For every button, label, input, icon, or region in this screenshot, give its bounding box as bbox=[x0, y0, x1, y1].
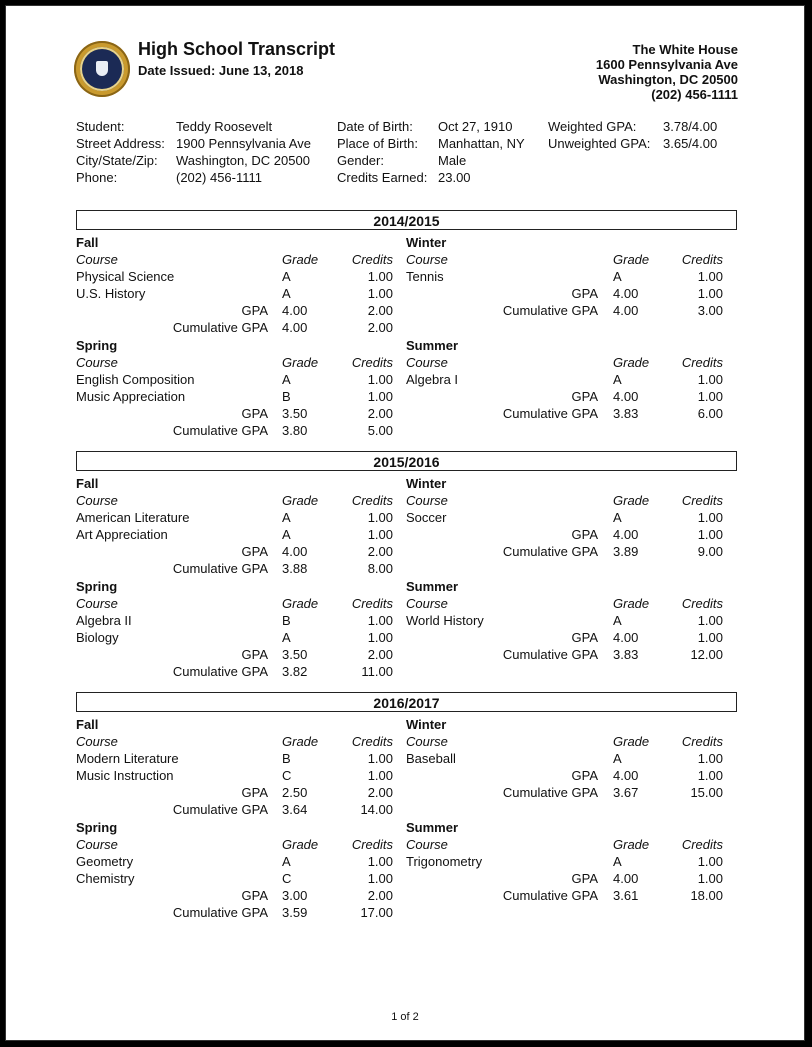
term-gpa-credits: 1.00 bbox=[697, 630, 723, 645]
school-name: The White House bbox=[632, 42, 738, 57]
course-column-header: Course bbox=[406, 355, 448, 370]
course-column-header: Course bbox=[406, 596, 448, 611]
course-name: Baseball bbox=[406, 751, 456, 766]
course-grade: A bbox=[282, 372, 291, 387]
course-credits: 1.00 bbox=[367, 768, 393, 783]
cumulative-gpa-label: Cumulative GPA bbox=[502, 303, 598, 318]
cumulative-gpa-label: Cumulative GPA bbox=[502, 785, 598, 800]
course-credits: 1.00 bbox=[697, 269, 723, 284]
term-gpa-label: GPA bbox=[571, 527, 598, 542]
term-name: Spring bbox=[76, 338, 118, 353]
course-credits: 1.00 bbox=[697, 510, 723, 525]
grade-column-header: Grade bbox=[613, 252, 650, 267]
course-credits: 1.00 bbox=[367, 751, 393, 766]
course-name: Biology bbox=[76, 630, 119, 645]
weighted-gpa: 3.78/4.00 bbox=[663, 119, 718, 134]
course-column-header: Course bbox=[76, 734, 118, 749]
term-gpa: 4.00 bbox=[613, 768, 639, 783]
cumulative-gpa-label: Cumulative GPA bbox=[172, 561, 268, 576]
cumulative-credits: 11.00 bbox=[361, 664, 393, 679]
term-gpa: 4.00 bbox=[613, 389, 639, 404]
course-grade: A bbox=[282, 854, 291, 869]
year-header: 2014/2015 bbox=[76, 210, 737, 230]
student-city: Washington, DC 20500 bbox=[176, 153, 310, 168]
course-column-header: Course bbox=[76, 252, 118, 267]
credits-column-header: Credits bbox=[351, 734, 393, 749]
course-column-header: Course bbox=[76, 596, 118, 611]
cumulative-gpa: 3.67 bbox=[613, 785, 639, 800]
cumulative-gpa: 3.88 bbox=[282, 561, 308, 576]
cumulative-credits: 18.00 bbox=[690, 888, 723, 903]
grade-column-header: Grade bbox=[613, 734, 650, 749]
course-credits: 1.00 bbox=[697, 613, 723, 628]
term-gpa-credits: 1.00 bbox=[697, 389, 723, 404]
term-gpa-label: GPA bbox=[571, 871, 598, 886]
cumulative-credits: 14.00 bbox=[360, 802, 393, 817]
credits-column-header: Credits bbox=[681, 837, 723, 852]
year-header: 2016/2017 bbox=[76, 692, 737, 712]
course-grade: A bbox=[613, 510, 622, 525]
course-column-header: Course bbox=[406, 252, 448, 267]
cumulative-gpa: 4.00 bbox=[282, 320, 308, 335]
course-grade: A bbox=[282, 269, 291, 284]
course-name: Algebra I bbox=[406, 372, 459, 387]
course-credits: 1.00 bbox=[367, 527, 393, 542]
presidential-seal-icon bbox=[74, 41, 130, 97]
cumulative-gpa: 3.80 bbox=[282, 423, 308, 438]
course-grade: A bbox=[613, 613, 622, 628]
course-name: American Literature bbox=[76, 510, 190, 525]
term-gpa-label: GPA bbox=[241, 647, 268, 662]
credits-column-header: Credits bbox=[351, 252, 393, 267]
course-grade: A bbox=[282, 527, 291, 542]
course-credits: 1.00 bbox=[367, 871, 393, 886]
course-credits: 1.00 bbox=[367, 269, 393, 284]
cumulative-gpa-label: Cumulative GPA bbox=[502, 406, 598, 421]
student-street: 1900 Pennsylvania Ave bbox=[176, 136, 311, 151]
course-grade: B bbox=[282, 751, 291, 766]
credits-column-header: Credits bbox=[351, 493, 393, 508]
course-name: English Composition bbox=[76, 372, 195, 387]
term-name: Winter bbox=[406, 476, 447, 491]
term-gpa: 3.00 bbox=[282, 888, 308, 903]
term-gpa: 4.00 bbox=[613, 286, 639, 301]
course-name: Geometry bbox=[76, 854, 134, 869]
cumulative-credits: 9.00 bbox=[697, 544, 723, 559]
term-name: Summer bbox=[406, 820, 459, 835]
credits-column-header: Credits bbox=[681, 493, 723, 508]
grade-column-header: Grade bbox=[282, 493, 319, 508]
school-city: Washington, DC 20500 bbox=[598, 72, 738, 87]
term-name: Summer bbox=[406, 579, 459, 594]
cumulative-gpa-label: Cumulative GPA bbox=[172, 664, 268, 679]
city-label: City/State/Zip: bbox=[76, 153, 158, 168]
course-name: Chemistry bbox=[76, 871, 135, 886]
unweighted-gpa-label: Unweighted GPA: bbox=[548, 136, 651, 151]
grade-column-header: Grade bbox=[613, 596, 650, 611]
term-gpa: 3.50 bbox=[282, 647, 308, 662]
cumulative-gpa: 3.89 bbox=[613, 544, 639, 559]
course-grade: A bbox=[613, 372, 622, 387]
term-gpa-credits: 2.00 bbox=[367, 544, 393, 559]
term-name: Winter bbox=[406, 235, 447, 250]
term-name: Fall bbox=[76, 717, 99, 732]
cumulative-credits: 12.00 bbox=[690, 647, 723, 662]
school-street: 1600 Pennsylvania Ave bbox=[595, 57, 738, 72]
cumulative-gpa: 3.64 bbox=[282, 802, 308, 817]
course-column-header: Course bbox=[406, 837, 448, 852]
course-column-header: Course bbox=[406, 493, 448, 508]
grade-column-header: Grade bbox=[282, 252, 319, 267]
term-gpa: 4.00 bbox=[282, 544, 308, 559]
term-gpa: 3.50 bbox=[282, 406, 308, 421]
course-name: World History bbox=[406, 613, 484, 628]
course-name: Music Appreciation bbox=[76, 389, 186, 404]
course-grade: A bbox=[282, 510, 291, 525]
cumulative-gpa: 3.61 bbox=[613, 888, 639, 903]
course-grade: C bbox=[282, 871, 292, 886]
cumulative-gpa-label: Cumulative GPA bbox=[172, 802, 268, 817]
course-name: Music Instruction bbox=[76, 768, 174, 783]
weighted-gpa-label: Weighted GPA: bbox=[548, 119, 637, 134]
cumulative-gpa-label: Cumulative GPA bbox=[172, 423, 268, 438]
course-credits: 1.00 bbox=[367, 854, 393, 869]
cumulative-credits: 5.00 bbox=[367, 423, 393, 438]
credits-column-header: Credits bbox=[351, 837, 393, 852]
term-gpa-label: GPA bbox=[571, 768, 598, 783]
cumulative-gpa: 3.83 bbox=[613, 647, 639, 662]
term-gpa-credits: 2.00 bbox=[367, 647, 393, 662]
course-credits: 1.00 bbox=[697, 854, 723, 869]
term-gpa-label: GPA bbox=[571, 630, 598, 645]
date-issued: Date Issued: June 13, 2018 bbox=[138, 63, 304, 78]
course-credits: 1.00 bbox=[367, 372, 393, 387]
grade-column-header: Grade bbox=[282, 355, 319, 370]
school-address bbox=[596, 42, 738, 102]
student-name: Teddy Roosevelt bbox=[176, 119, 273, 134]
credits-column-header: Credits bbox=[681, 252, 723, 267]
grade-column-header: Grade bbox=[613, 493, 650, 508]
course-name: Physical Science bbox=[76, 269, 175, 284]
student-label: Student: bbox=[76, 119, 125, 134]
grade-column-header: Grade bbox=[613, 355, 650, 370]
cumulative-gpa: 3.82 bbox=[282, 664, 308, 679]
course-grade: B bbox=[282, 613, 291, 628]
course-grade: A bbox=[282, 286, 291, 301]
course-name: Modern Literature bbox=[76, 751, 179, 766]
course-credits: 1.00 bbox=[367, 630, 393, 645]
course-grade: A bbox=[613, 751, 622, 766]
school-phone: (202) 456-1111 bbox=[651, 87, 738, 102]
term-name: Fall bbox=[76, 476, 99, 491]
credits-column-header: Credits bbox=[351, 596, 393, 611]
term-gpa-label: GPA bbox=[241, 406, 268, 421]
term-gpa: 4.00 bbox=[613, 630, 639, 645]
course-grade: C bbox=[282, 768, 292, 783]
cumulative-gpa-label: Cumulative GPA bbox=[502, 647, 598, 662]
course-name: Soccer bbox=[406, 510, 447, 525]
street-label: Street Address: bbox=[76, 136, 165, 151]
cumulative-credits: 8.00 bbox=[367, 561, 393, 576]
cumulative-credits: 17.00 bbox=[360, 905, 393, 920]
student-pob: Manhattan, NY bbox=[438, 136, 525, 151]
course-name: U.S. History bbox=[76, 286, 146, 301]
course-grade: A bbox=[613, 854, 622, 869]
term-gpa-label: GPA bbox=[571, 389, 598, 404]
term-gpa-credits: 2.00 bbox=[367, 785, 393, 800]
cumulative-credits: 6.00 bbox=[697, 406, 723, 421]
term-gpa: 4.00 bbox=[613, 871, 639, 886]
term-gpa: 4.00 bbox=[613, 527, 639, 542]
credits-column-header: Credits bbox=[351, 355, 393, 370]
term-gpa-credits: 1.00 bbox=[697, 286, 723, 301]
grade-column-header: Grade bbox=[282, 734, 319, 749]
term-gpa-label: GPA bbox=[241, 544, 268, 559]
cumulative-gpa-label: Cumulative GPA bbox=[172, 905, 268, 920]
transcript-page bbox=[5, 5, 805, 1041]
credits-column-header: Credits bbox=[681, 596, 723, 611]
term-gpa: 2.50 bbox=[282, 785, 308, 800]
grade-column-header: Grade bbox=[613, 837, 650, 852]
term-gpa-credits: 1.00 bbox=[697, 768, 723, 783]
term-name: Summer bbox=[406, 338, 459, 353]
course-column-header: Course bbox=[406, 734, 448, 749]
term-gpa-label: GPA bbox=[241, 888, 268, 903]
course-credits: 1.00 bbox=[367, 389, 393, 404]
student-dob: Oct 27, 1910 bbox=[438, 119, 513, 134]
cumulative-credits: 2.00 bbox=[367, 320, 393, 335]
term-gpa: 4.00 bbox=[282, 303, 308, 318]
cumulative-gpa-label: Cumulative GPA bbox=[502, 544, 598, 559]
cumulative-credits: 3.00 bbox=[697, 303, 723, 318]
cumulative-gpa: 3.59 bbox=[282, 905, 308, 920]
course-credits: 1.00 bbox=[697, 372, 723, 387]
cumulative-gpa: 4.00 bbox=[613, 303, 639, 318]
student-phone: (202) 456-1111 bbox=[176, 170, 263, 185]
term-name: Winter bbox=[406, 717, 447, 732]
year-header: 2015/2016 bbox=[76, 451, 737, 471]
term-name: Fall bbox=[76, 235, 99, 250]
grade-column-header: Grade bbox=[282, 837, 319, 852]
term-gpa-credits: 1.00 bbox=[697, 871, 723, 886]
term-gpa-credits: 2.00 bbox=[367, 303, 393, 318]
dob-label: Date of Birth: bbox=[337, 119, 413, 134]
course-grade: A bbox=[613, 269, 622, 284]
cumulative-credits: 15.00 bbox=[690, 785, 723, 800]
term-name: Spring bbox=[76, 579, 118, 594]
cumulative-gpa-label: Cumulative GPA bbox=[502, 888, 598, 903]
student-gender: Male bbox=[438, 153, 467, 168]
course-column-header: Course bbox=[76, 355, 118, 370]
course-grade: B bbox=[282, 389, 291, 404]
credits-label: Credits Earned: bbox=[337, 170, 428, 185]
cumulative-gpa: 3.83 bbox=[613, 406, 639, 421]
term-gpa-credits: 1.00 bbox=[697, 527, 723, 542]
course-column-header: Course bbox=[76, 493, 118, 508]
unweighted-gpa: 3.65/4.00 bbox=[663, 136, 718, 151]
page-number: 1 of 2 bbox=[391, 1011, 419, 1023]
phone-label: Phone: bbox=[76, 170, 118, 185]
term-gpa-label: GPA bbox=[241, 785, 268, 800]
course-credits: 1.00 bbox=[367, 613, 393, 628]
course-name: Tennis bbox=[406, 269, 444, 284]
term-name: Spring bbox=[76, 820, 118, 835]
credits-column-header: Credits bbox=[681, 355, 723, 370]
term-gpa-credits: 2.00 bbox=[367, 888, 393, 903]
course-name: Art Appreciation bbox=[76, 527, 168, 542]
student-credits: 23.00 bbox=[438, 170, 471, 185]
course-name: Algebra II bbox=[76, 613, 132, 628]
course-grade: A bbox=[282, 630, 291, 645]
term-gpa-label: GPA bbox=[571, 286, 598, 301]
cumulative-gpa-label: Cumulative GPA bbox=[172, 320, 268, 335]
term-gpa-credits: 2.00 bbox=[367, 406, 393, 421]
course-credits: 1.00 bbox=[697, 751, 723, 766]
course-credits: 1.00 bbox=[367, 510, 393, 525]
term-gpa-label: GPA bbox=[241, 303, 268, 318]
grade-column-header: Grade bbox=[282, 596, 319, 611]
gender-label: Gender: bbox=[337, 153, 384, 168]
pob-label: Place of Birth: bbox=[337, 136, 418, 151]
credits-column-header: Credits bbox=[681, 734, 723, 749]
course-credits: 1.00 bbox=[367, 286, 393, 301]
course-name: Trigonometry bbox=[406, 854, 483, 869]
course-column-header: Course bbox=[76, 837, 118, 852]
page-title: High School Transcript bbox=[138, 39, 336, 59]
